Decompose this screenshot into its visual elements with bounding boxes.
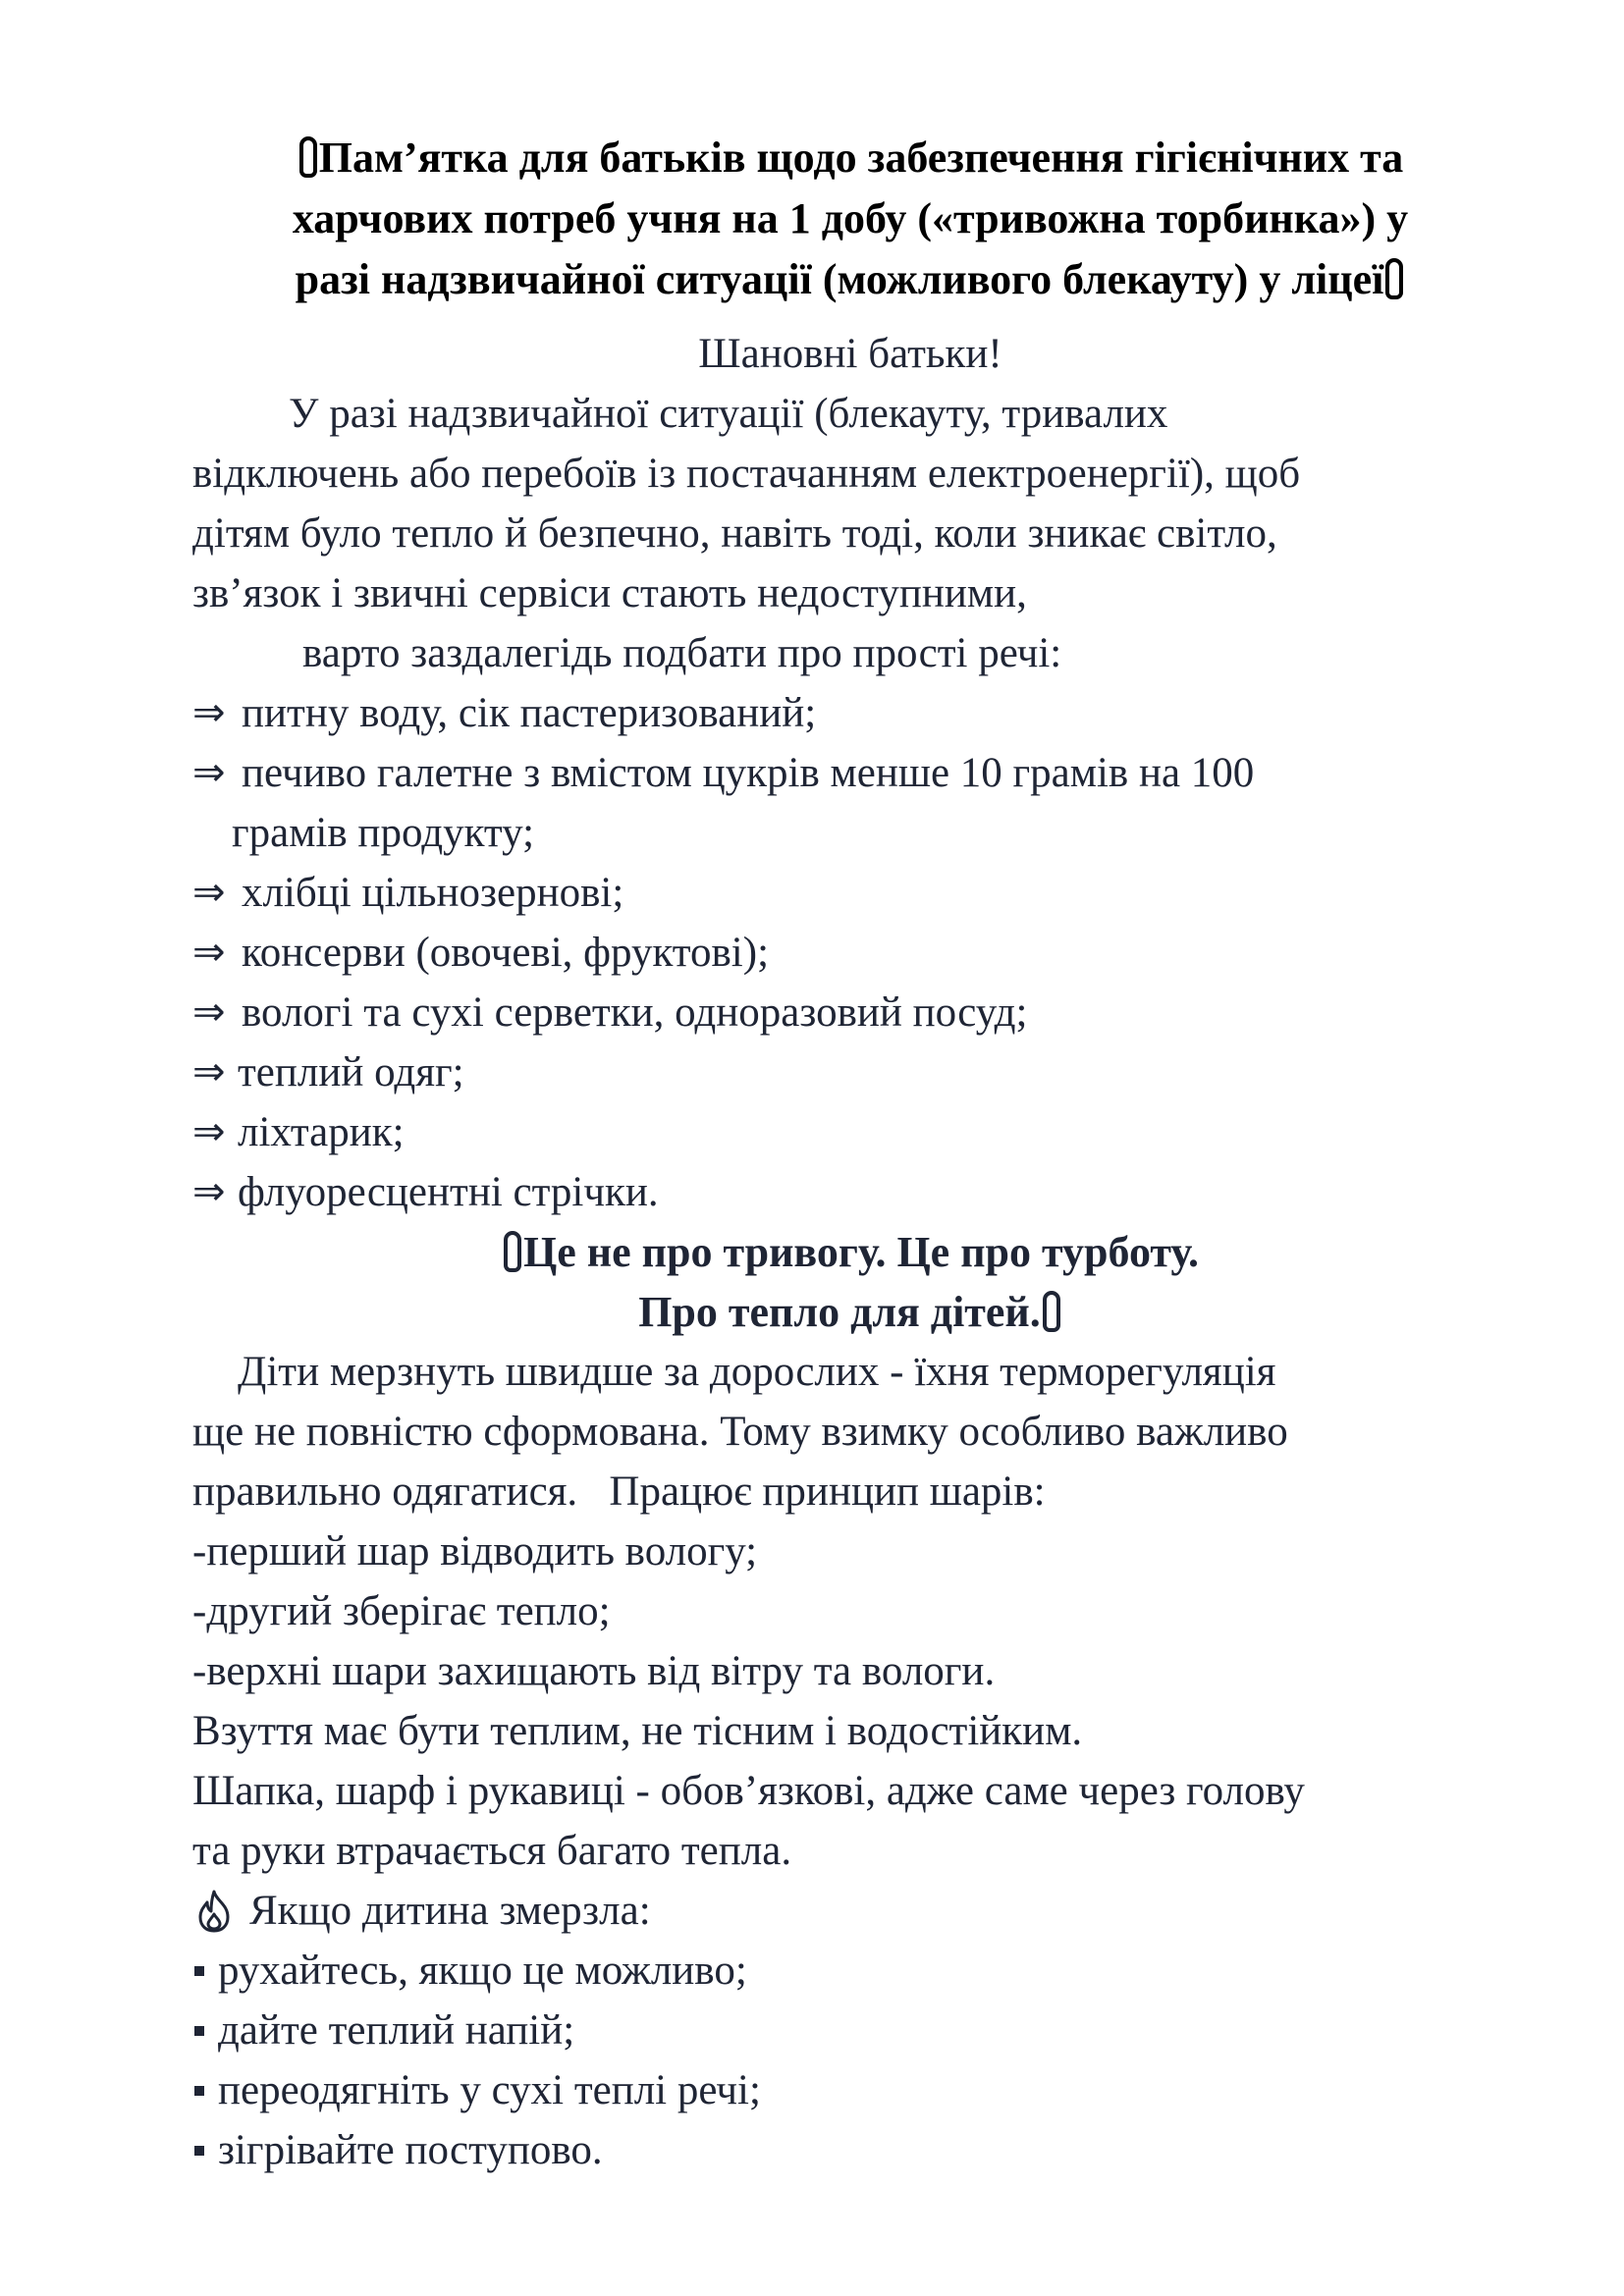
list-item: [192, 1042, 1508, 1102]
exclamation-icon: [299, 136, 317, 178]
arrow-icon: ⇒: [192, 750, 226, 795]
list-item-text: дайте теплий напій;: [218, 2007, 575, 2054]
list-item-text-line-2: грамів продукту;: [232, 810, 535, 856]
list-item-text: хлібці цільнозернові;: [242, 870, 624, 916]
intro-line-1: У разі надзвичайної ситуації (блекауту, тривалих: [289, 391, 1168, 437]
title-line-3: [202, 249, 1498, 310]
cold-heading: [192, 1881, 1508, 1941]
list-item: [192, 983, 1508, 1042]
list-item-text: переодягніть у сухі теплі речі;: [218, 2067, 761, 2113]
intro-line-2: відключень або перебоїв із постачанням електроенергії), щоб: [192, 451, 1301, 497]
arrow-icon: ⇒: [192, 930, 226, 975]
title-line-2: харчових потреб учня на 1 добу («тривожна торбинка») у: [292, 194, 1409, 242]
list-item: [192, 1162, 1508, 1222]
list-item: [192, 683, 1508, 743]
list-item: [192, 743, 1508, 863]
care-line-1: [192, 1222, 1508, 1282]
arrow-icon: ⇒: [192, 1109, 226, 1154]
list-item-text: теплий одяг;: [238, 1049, 464, 1095]
list-item: [192, 1102, 1508, 1162]
list-item-text: зігрівайте поступово.: [218, 2127, 603, 2173]
title-line-1-text: Пам’ятка для батьків щодо забезпечення гігієнічних та: [318, 133, 1404, 182]
bullet-icon: [194, 2026, 204, 2036]
layer-1: -перший шар відводить вологу;: [192, 1528, 758, 1575]
list-item: [192, 923, 1508, 983]
layer-3: -верхні шари захищають від вітру та вологи.: [192, 1648, 996, 1694]
list-item: [192, 2060, 1508, 2120]
intro-line-5: [192, 623, 1508, 683]
warmth-line-1: Діти мерзнуть швидше за дорослих - їхня терморегуляція: [238, 1349, 1276, 1395]
exclamation-icon: [504, 1231, 521, 1272]
list-item-text: флуоресцентні стрічки.: [238, 1169, 659, 1215]
title-line-1: [202, 128, 1498, 188]
bullet-icon: [194, 2086, 204, 2096]
hat-line-2: та руки втрачається багато тепла.: [192, 1828, 792, 1874]
list-item-text: питну воду, сік пастеризований;: [242, 690, 817, 736]
list-item: [192, 2120, 1508, 2180]
fire-icon: [192, 1889, 236, 1934]
greeting: Шановні батьки!: [698, 331, 1002, 377]
arrow-icon: ⇒: [192, 1169, 226, 1214]
bullet-icon: [194, 1966, 204, 1976]
list-item: [192, 863, 1508, 923]
arrow-icon: ⇒: [192, 690, 226, 735]
care-line-2-text: Про тепло для дітей.: [638, 1288, 1041, 1336]
warmth-line-2: ще не повністю сформована. Тому взимку особливо важливо: [192, 1409, 1288, 1455]
intro-line-3: дітям було тепло й безпечно, навіть тоді, коли зникає світло,: [192, 510, 1277, 557]
shoes-line: Взуття має бути теплим, не тісним і водостійким.: [192, 1708, 1083, 1754]
exclamation-icon: [1043, 1291, 1060, 1332]
supplies-list: [192, 683, 1508, 1222]
intro-line-4: зв’язок і звичні сервіси стають недоступними,: [192, 570, 1027, 616]
document-content: [192, 128, 1508, 2180]
list-item: [192, 2001, 1508, 2060]
hat-line-1: Шапка, шарф і рукавиці - обов’язкові, адже саме через голову: [192, 1768, 1305, 1814]
warmth-line-3: правильно одягатися. Працює принцип шарів:: [192, 1468, 1046, 1515]
list-item-text: консерви (овочеві, фруктові);: [242, 930, 770, 976]
arrow-icon: ⇒: [192, 1049, 226, 1095]
list-item-text: ліхтарик;: [238, 1109, 405, 1155]
arrow-icon: ⇒: [192, 870, 226, 915]
intro-line-5-text: варто заздалегідь подбати про прості речі:: [302, 630, 1062, 676]
list-item: [192, 1941, 1508, 2001]
list-item-text: рухайтесь, якщо це можливо;: [218, 1948, 747, 1994]
arrow-icon: ⇒: [192, 989, 226, 1035]
layer-2: -другий зберігає тепло;: [192, 1588, 611, 1634]
title-line-3-text: разі надзвичайної ситуації (можливого блекауту) у ліцеї: [295, 255, 1384, 303]
list-item-text-line-1: печиво галетне з вмістом цукрів менше 10 грамів на 100: [242, 750, 1255, 796]
list-item-text: [232, 743, 1508, 863]
care-line-2: [192, 1282, 1508, 1342]
care-line-1-text: Це не про тривогу. Це про турботу.: [522, 1228, 1199, 1276]
list-item-text: вологі та сухі серветки, одноразовий посуд;: [242, 989, 1028, 1036]
bullet-icon: [194, 2146, 204, 2156]
cold-heading-text: Якщо дитина змерзла:: [249, 1888, 651, 1934]
exclamation-icon: [1385, 258, 1403, 299]
cold-tips-list: [192, 1941, 1508, 2180]
document-title: [192, 128, 1508, 310]
